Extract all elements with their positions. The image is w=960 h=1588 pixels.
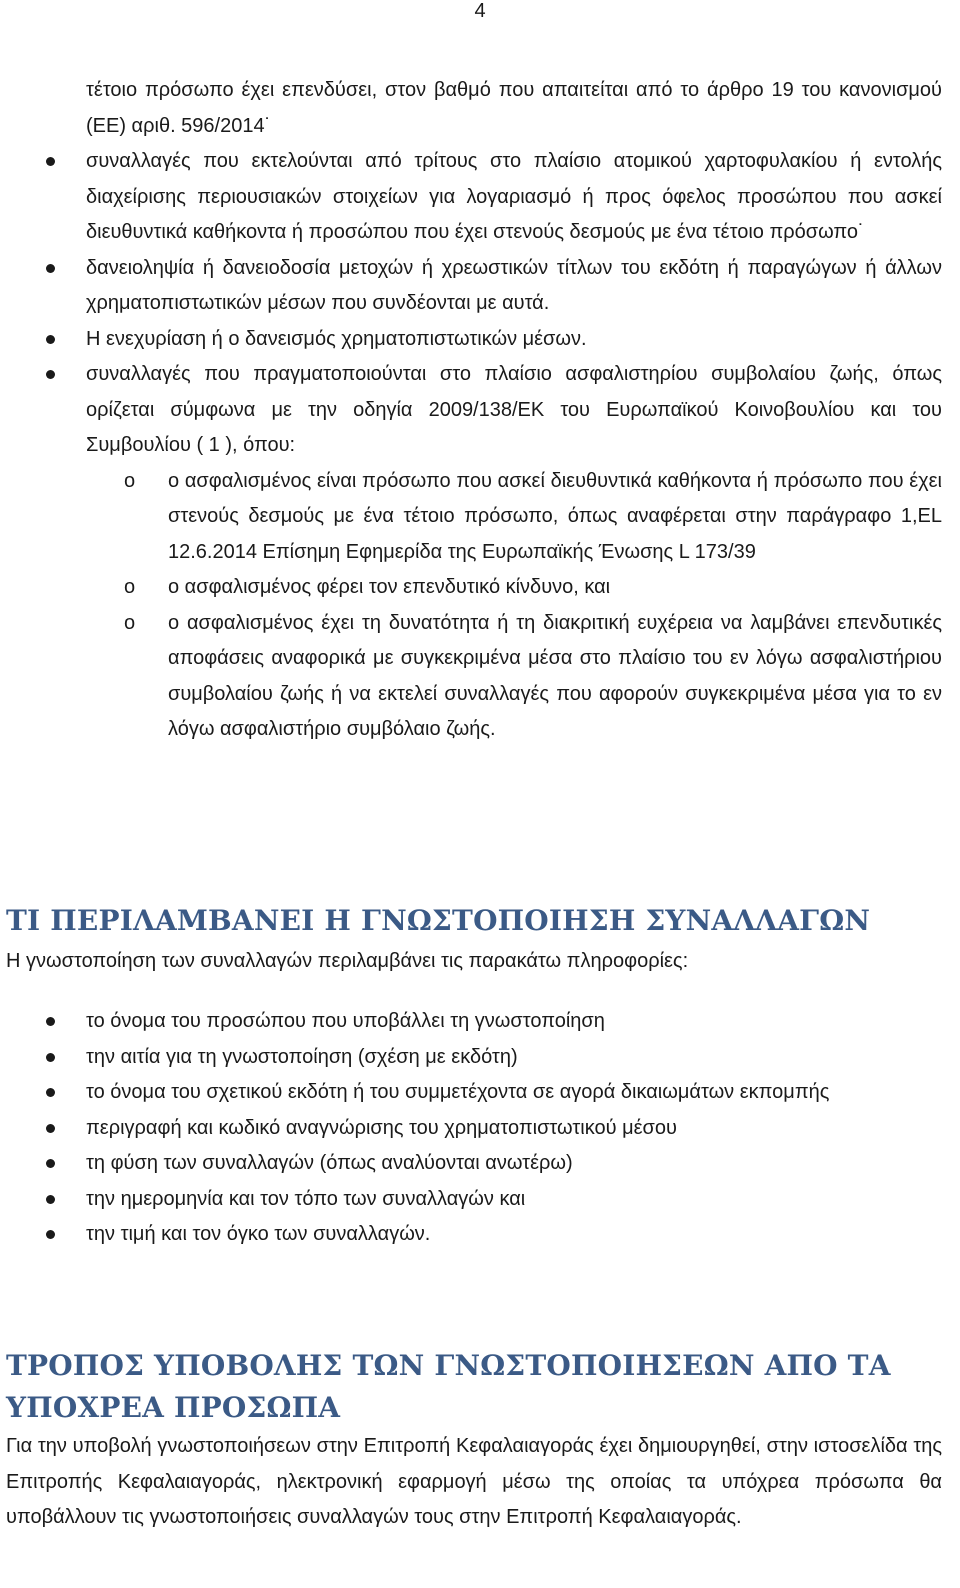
bullet-icon — [46, 1088, 55, 1097]
sub-list-item-text: ο ασφαλισμένος είναι πρόσωπο που ασκεί διευθυντικά καθήκοντα ή πρόσωπο που έχει στενούς δεσμούς με ένα τέτοιο πρόσωπο, όπως αναφέρεται στην παράγραφο 1,EL 12.6.2014 Επίσημη Εφημερίδα της Ευρωπαϊκής Ένωσης L 173/39 — [168, 469, 942, 563]
bullet-icon — [46, 1017, 55, 1026]
list-item — [0, 1075, 960, 1111]
list-item — [0, 1146, 960, 1182]
sub-list-item-text: ο ασφαλισμένος φέρει τον επενδυτικό κίνδυνο, και — [168, 576, 611, 598]
section-intro: Η γνωστοποίηση των συναλλαγών περιλαμβάνει τις παρακάτω πληροφορίες: — [6, 950, 689, 972]
list-item — [0, 251, 960, 322]
list-item-text: συναλλαγές που εκτελούνται από τρίτους στο πλαίσιο ατομικού χαρτοφυλακίου ή εντολής διαχείρισης περιουσιακών στοιχείων για λογαριασμό ή προς όφελος προσώπου που ασκεί διευθυντικά καθήκοντα ή προσώπου που έχει στενούς δεσμούς με ένα τέτοιο πρόσωπο˙ — [86, 150, 942, 243]
list-item-text: την ημερομηνία και τον τόπο των συναλλαγών και — [86, 1187, 526, 1210]
list-item-continuation: τέτοιο πρόσωπο έχει επενδύσει, στον βαθμό που απαιτείται από το άρθρο 19 του κανονισμού (ΕΕ) αριθ. 596/2014˙ — [86, 79, 942, 137]
disclosure-contents-list — [0, 1004, 960, 1253]
list-item-text: την τιμή και τον όγκο των συναλλαγών. — [86, 1223, 431, 1245]
bullet-icon — [46, 1230, 55, 1239]
bullet-icon — [46, 1195, 55, 1204]
list-item-text: το όνομα του σχετικού εκδότη ή του συμμετέχοντα σε αγορά δικαιωμάτων εκπομπής — [86, 1081, 830, 1103]
bullet-icon — [46, 1053, 55, 1062]
intro-list — [0, 73, 960, 748]
bullet-icon — [46, 335, 55, 344]
bullet-icon — [46, 370, 55, 379]
circle-marker-icon: o — [124, 469, 136, 492]
sub-list-item — [0, 606, 960, 748]
list-item — [0, 322, 960, 358]
bullet-icon — [46, 1124, 55, 1133]
list-item-text: την αιτία για τη γνωστοποίηση (σχέση με εκδότη) — [86, 1045, 518, 1068]
list-item-text: συναλλαγές που πραγματοποιούνται στο πλαίσιο ασφαλιστηρίου συμβολαίου ζωής, όπως ορίζεται σύμφωνα με την οδηγία 2009/138/ΕΚ του Ευρωπαϊκού Κοινοβουλίου και του Συμβουλίου ( 1 ), όπου: — [86, 363, 942, 456]
list-item — [0, 357, 960, 464]
list-item — [0, 144, 960, 251]
bullet-icon — [46, 1159, 55, 1168]
list-item-text: δανειοληψία ή δανειοδοσία μετοχών ή χρεωστικών τίτλων του εκδότη ή παραγώγων ή άλλων χρηματοπιστωτικών μέσων που συνδέονται με αυτά. — [86, 256, 942, 314]
list-item-text: περιγραφή και κωδικό αναγνώρισης του χρηματοπιστωτικού μέσου — [86, 1116, 677, 1139]
sub-list-item — [0, 570, 960, 606]
bullet-icon — [46, 157, 55, 166]
list-item — [0, 1217, 960, 1253]
sub-list-item-text: ο ασφαλισμένος έχει τη δυνατότητα ή τη διακριτική ευχέρεια να λαμβάνει επενδυτικές αποφάσεις αναφορικά με συγκεκριμένα μέσα στο πλαίσιο του εν λόγω ασφαλιστήριου συμβολαίου ζωής ή να εκτελεί συναλλαγές που αφορούν συγκεκριμένα μέσα για το εν λόγω ασφαλιστήριο συμβόλαιο ζωής. — [168, 611, 942, 740]
section-heading-submission: ΤΡΟΠΟΣ ΥΠΟΒΟΛΗΣ ΤΩΝ ΓΝΩΣΤΟΠΟΙΗΣΕΩΝ ΑΠΟ ΤΑ ΥΠΟΧΡΕΑ ΠΡΟΣΩΠΑ — [6, 1349, 891, 1424]
list-item-text: τη φύση των συναλλαγών (όπως αναλύονται ανωτέρω) — [86, 1152, 573, 1174]
list-item-text: το όνομα του προσώπου που υποβάλλει τη γνωστοποίηση — [86, 1010, 605, 1032]
list-item — [0, 1182, 960, 1218]
list-item — [0, 1040, 960, 1076]
bullet-icon — [46, 264, 55, 273]
list-item — [0, 1111, 960, 1147]
list-item — [0, 1004, 960, 1040]
circle-marker-icon: o — [124, 611, 136, 634]
sub-list-item — [0, 464, 960, 571]
list-item-text: Η ενεχυρίαση ή ο δανεισμός χρηματοπιστωτικών μέσων. — [86, 327, 587, 350]
circle-marker-icon: o — [124, 576, 136, 598]
page-number: 4 — [474, 0, 486, 22]
section-heading-contents: ΤΙ ΠΕΡΙΛΑΜΒΑΝΕΙ Η ΓΝΩΣΤΟΠΟΙΗΣΗ ΣΥΝΑΛΛΑΓΩΝ — [6, 904, 871, 937]
section-paragraph: Για την υποβολή γνωστοποιήσεων στην Επιτροπή Κεφαλαιαγοράς έχει δημιουργηθεί, στην ιστοσελίδα της Επιτροπής Κεφαλαιαγοράς, ηλεκτρονική εφαρμογή μέσω της οποίας τα υπόχρεα πρόσωπα θα υποβάλλουν τις γνωστοποιήσεις συναλλαγών τους στην Επιτροπή Κεφαλαιαγοράς. — [6, 1435, 942, 1528]
